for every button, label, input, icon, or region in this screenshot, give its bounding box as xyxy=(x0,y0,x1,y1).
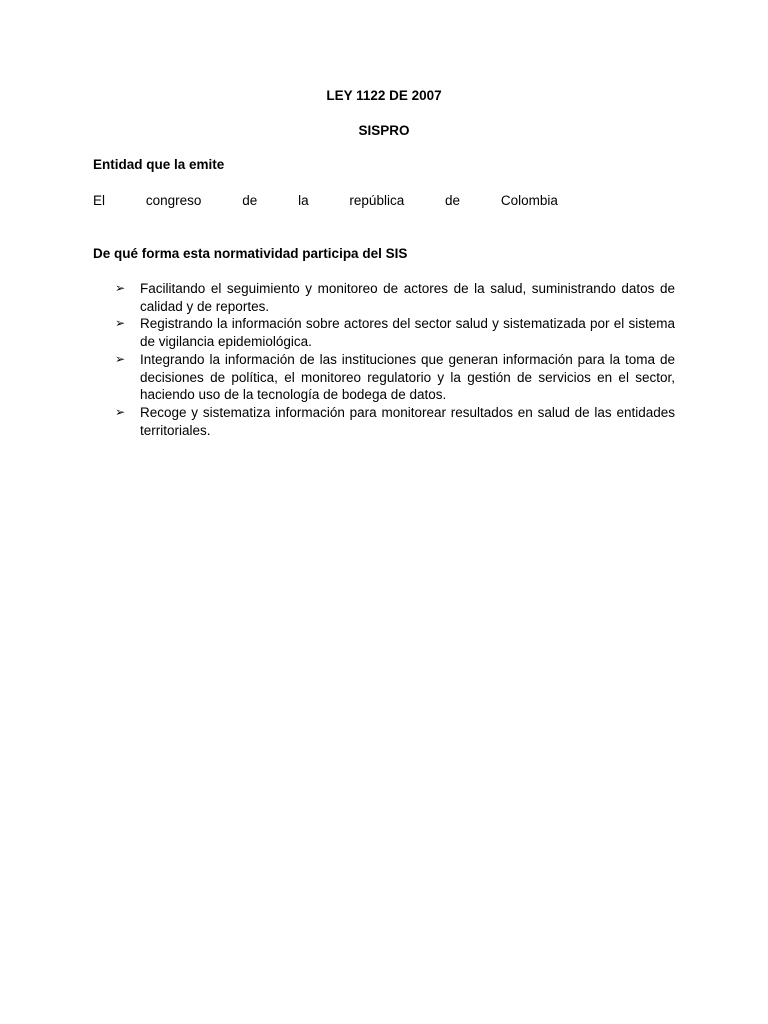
arrow-bullet-icon: ➢ xyxy=(115,351,126,366)
entity-word: de xyxy=(242,193,258,208)
list-item xyxy=(115,404,675,439)
arrow-bullet-icon: ➢ xyxy=(115,316,126,331)
arrow-bullet-icon: ➢ xyxy=(115,281,126,295)
entity-word: de xyxy=(445,193,461,208)
list-item-text: Registrando la información sobre actores del sector salud y sistematizada por el sistema de vigilancia epidemiológica. xyxy=(140,316,675,350)
list-item-text: Recoge y sistematiza información para monitorear resultados en salud de las entidades territoriales. xyxy=(140,404,675,438)
list-item xyxy=(115,280,675,315)
section-heading-participation: De qué forma esta normatividad participa del SIS xyxy=(93,246,408,261)
document-title: LEY 1122 DE 2007 xyxy=(326,88,442,103)
entity-line xyxy=(93,192,558,210)
list-item-text: Facilitando el seguimiento y monitoreo de actores de la salud, suministrando datos de calidad y de reportes. xyxy=(140,281,675,314)
list-item-text: Integrando la información de las instituciones que generan información para la toma de decisiones de política, el monitoreo regulatorio y la gestión de servicios en el sector, haciendo uso de la tecnología de bodega de datos. xyxy=(140,351,675,403)
section-heading-entity: Entidad que la emite xyxy=(93,157,225,172)
participation-list xyxy=(115,280,675,439)
entity-word: la xyxy=(298,193,309,208)
arrow-bullet-icon: ➢ xyxy=(115,404,126,419)
list-item xyxy=(115,351,675,404)
document-subtitle: SISPRO xyxy=(358,123,410,138)
entity-word: república xyxy=(349,193,405,208)
entity-word: congreso xyxy=(145,193,202,208)
list-item xyxy=(115,315,675,350)
entity-word: Colombia xyxy=(500,193,558,208)
entity-word: El xyxy=(93,193,106,208)
